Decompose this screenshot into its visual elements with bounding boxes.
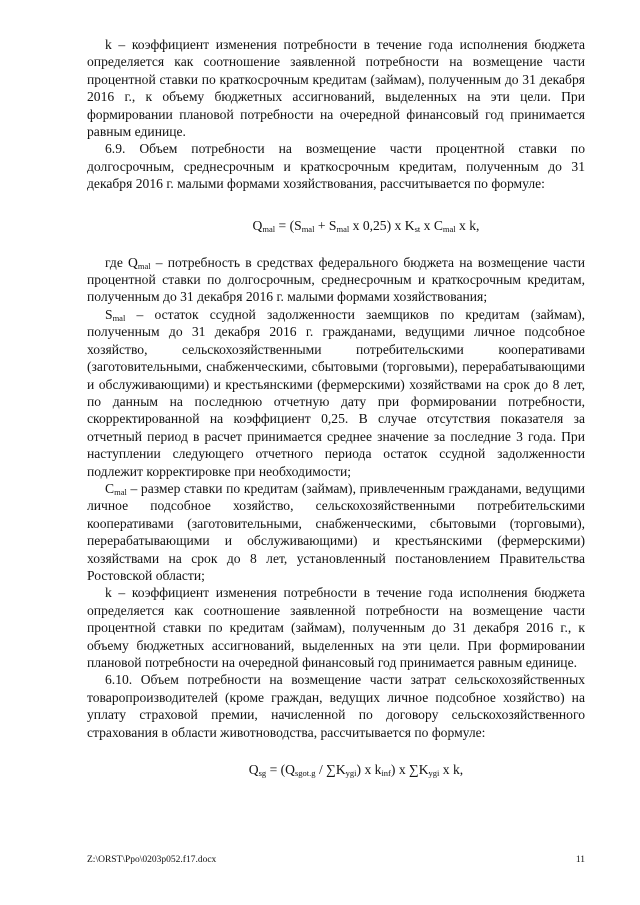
paragraph-k-coefficient-1: k – коэффициент изменения потребности в течение года исполнения бюджета определяется как соотношение заявленной потребности на возмещение части процентной ставки по краткосрочным кредитам (займам), полученным до 31 декабря 2016 г., к объему бюджетных ассигнований, выделенных на эти цели. При формировании плановой потребности на очередной финансовый год принимается равным единице. [87,37,585,140]
footer-file-path: Z:\ORST\Ppo\0203p052.f17.docx [87,855,217,865]
formula-qsg: $Q_{sg} = (Q_{sgot.g} / \sum K_{ygi})$ x $k_{inf}$) x $\sum K_{ygi}$ x k, [248,762,464,779]
page-number: 11 [575,855,585,865]
definition-cmal: $C_{mal}$ – размер ставки по кредитам (займам), привлеченным гражданами, ведущими личное подсобное хозяйство, сельскохозяйственными потребительскими кооперативами (заготовительными, снабженческими, сбытовыми (торговыми), перерабатывающими и обслуживающими) и крестьянскими (фермерскими) хозяйствами на срок до 8 лет, установленный постановлением Правительства Ростовской области; [87,480,585,583]
definition-smal: $S_{mal}$ – остаток ссудной задолженности заемщиков по кредитам (займам), полученным до 31 декабря 2016 г. гражданами, ведущими личное подсобное хозяйство, сельскохозяйственными потребительскими кооперативами (заготовительными, снабженческими, сбытовыми (торговыми), перерабатывающими и обслуживающими) и крестьянскими (фермерскими) хозяйствами на срок до 8 лет, по данным на последнюю отчетную дату при формировании потребности, скорректированной на коэффициент 0,25. В случае отсутствия показателя за отчетный период в расчет принимается среднее значение за последние 3 года. При наступлении следующего отчетного периода остаток ссудной задолженности подлежит корректировке при необходимости; [87,306,585,479]
definition-qmal: где $Q_{mal}$ – потребность в средствах федерального бюджета на возмещение части процентной ставки по долгосрочным, среднесрочным и краткосрочным кредитам, полученным до 31 декабря 2016 г. малыми формами хозяйствования; [87,254,586,305]
paragraph-k-coefficient-2: k – коэффициент изменения потребности в течение года исполнения бюджета определяется как соотношение заявленной потребности на возмещение части процентной ставки по кредитам (займам), полученным до 31 декабря 2016 г., к объему бюджетных ассигнований, выделенных на эти цели. При формировании плановой потребности на очередной финансовый год принимается равным единице. [87,585,585,670]
document-body [87,36,585,780]
paragraph-6-10: 6.10. Объем потребности на возмещение части затрат сельскохозяйственных товаропроизводителей (кроме граждан, ведущих личное подсобное хозяйство) на уплату страховой премии, начисленной по договору сельскохозяйственного страхования в области животноводства, рассчитывается по формуле: [87,672,585,740]
page-footer [87,854,585,866]
paragraph-6-9: 6.9. Объем потребности на возмещение части процентной ставки по долгосрочным, среднесрочным и краткосрочным кредитам, полученным до 31 декабря 2016 г. малыми формами хозяйствования, рассчитывается по формуле: [87,141,585,192]
formula-qmal: $Q_{mal} = (S_{mal} + S_{mal}$ x 0,25) x $K_{st}$ x $C_{mal}$ x k, [252,217,480,234]
